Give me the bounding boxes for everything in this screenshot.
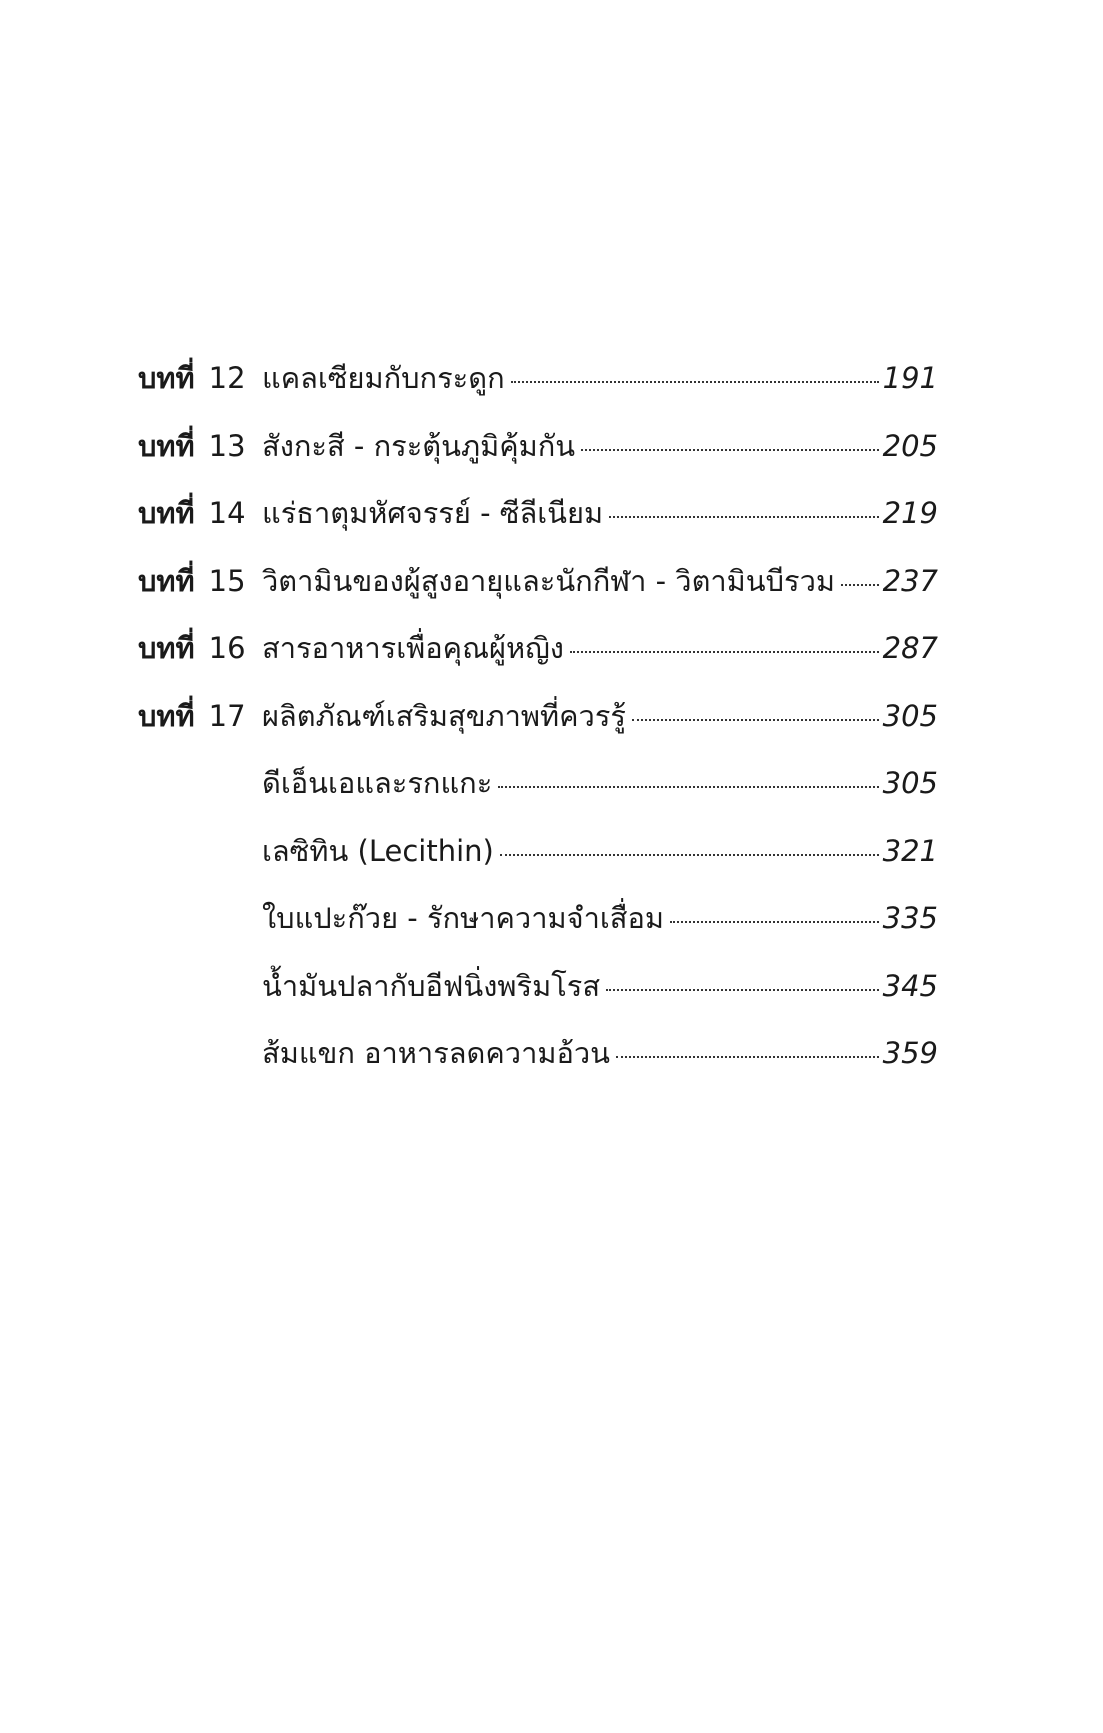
dot-leader [498, 786, 878, 788]
toc-subrow-garcinia[interactable] [138, 1020, 938, 1088]
dot-leader [500, 854, 879, 856]
toc-entry [262, 698, 938, 733]
toc-row-chapter-14[interactable] [138, 480, 938, 548]
chapter-number: 15 [208, 563, 246, 598]
subentry-title: ใบแปะก๊วย - รักษาความจำเสื่อม [262, 901, 665, 936]
dot-leader [670, 921, 879, 923]
dot-leader [841, 584, 879, 586]
toc-row-chapter-15[interactable] [138, 548, 938, 616]
dot-leader [511, 381, 879, 383]
chapter-label [138, 563, 262, 598]
page-number: 205 [882, 428, 938, 463]
page-number: 191 [882, 361, 938, 396]
chapter-number: 12 [208, 361, 246, 396]
toc-entry [262, 428, 938, 463]
toc-row-chapter-13[interactable] [138, 413, 938, 481]
chapter-word: บทที่ [138, 361, 195, 396]
chapter-label [138, 496, 262, 531]
dot-leader [570, 651, 879, 653]
chapter-label [138, 631, 262, 666]
toc-row-chapter-17[interactable] [138, 683, 938, 751]
chapter-label [138, 428, 262, 463]
page-number: 219 [882, 496, 938, 531]
page-number: 359 [882, 1036, 938, 1071]
entry-title: วิตามินของผู้สูงอายุและนักกีฬา - วิตามินบีรวม [262, 563, 836, 598]
dot-leader [581, 449, 879, 451]
toc-subrow-fish-oil[interactable] [138, 953, 938, 1021]
dot-leader [609, 516, 879, 518]
subentry-title: ดีเอ็นเอและรกแกะ [262, 766, 493, 801]
chapter-word: บทที่ [138, 428, 195, 463]
dot-leader [606, 989, 879, 991]
subentry-title: น้ำมันปลากับอีฟนิ่งพริมโรส [262, 968, 601, 1003]
chapter-word: บทที่ [138, 563, 195, 598]
page-number: 237 [882, 563, 938, 598]
toc-subentry [262, 901, 938, 936]
entry-title: สารอาหารเพื่อคุณผู้หญิง [262, 631, 564, 666]
toc-subrow-dna-placenta[interactable] [138, 750, 938, 818]
page-number: 305 [882, 698, 938, 733]
page-number: 287 [882, 631, 938, 666]
chapter-number: 13 [208, 428, 246, 463]
entry-title: แคลเซียมกับกระดูก [262, 361, 505, 396]
subentry-title: ส้มแขก อาหารลดความอ้วน [262, 1036, 610, 1071]
toc-entry [262, 563, 938, 598]
chapter-number: 17 [208, 698, 246, 733]
entry-title: แร่ธาตุมหัศจรรย์ - ซีลีเนียม [262, 496, 604, 531]
toc-entry [262, 496, 938, 531]
entry-title: ผลิตภัณฑ์เสริมสุขภาพที่ควรรู้ [262, 698, 626, 733]
toc-row-chapter-16[interactable] [138, 615, 938, 683]
page-number: 335 [882, 901, 938, 936]
toc-subrow-lecithin[interactable] [138, 818, 938, 886]
toc-subentry [262, 1036, 938, 1071]
table-of-contents [138, 345, 938, 1088]
dot-leader [632, 719, 879, 721]
toc-subrow-ginkgo[interactable] [138, 885, 938, 953]
chapter-word: บทที่ [138, 496, 195, 531]
toc-subentry [262, 766, 938, 801]
entry-title: สังกะสี - กระตุ้นภูมิคุ้มกัน [262, 428, 576, 463]
toc-subentry [262, 968, 938, 1003]
subentry-title: เลซิทิน (Lecithin) [262, 833, 494, 868]
chapter-label [138, 698, 262, 733]
toc-entry [262, 631, 938, 666]
chapter-number: 14 [208, 496, 246, 531]
chapter-word: บทที่ [138, 631, 195, 666]
toc-subentry [262, 833, 938, 868]
page-number: 321 [882, 833, 938, 868]
toc-entry [262, 361, 938, 396]
page-number: 345 [882, 968, 938, 1003]
dot-leader [616, 1056, 879, 1058]
chapter-label [138, 361, 262, 396]
toc-row-chapter-12[interactable] [138, 345, 938, 413]
page-number: 305 [882, 766, 938, 801]
chapter-number: 16 [208, 631, 246, 666]
chapter-word: บทที่ [138, 698, 195, 733]
